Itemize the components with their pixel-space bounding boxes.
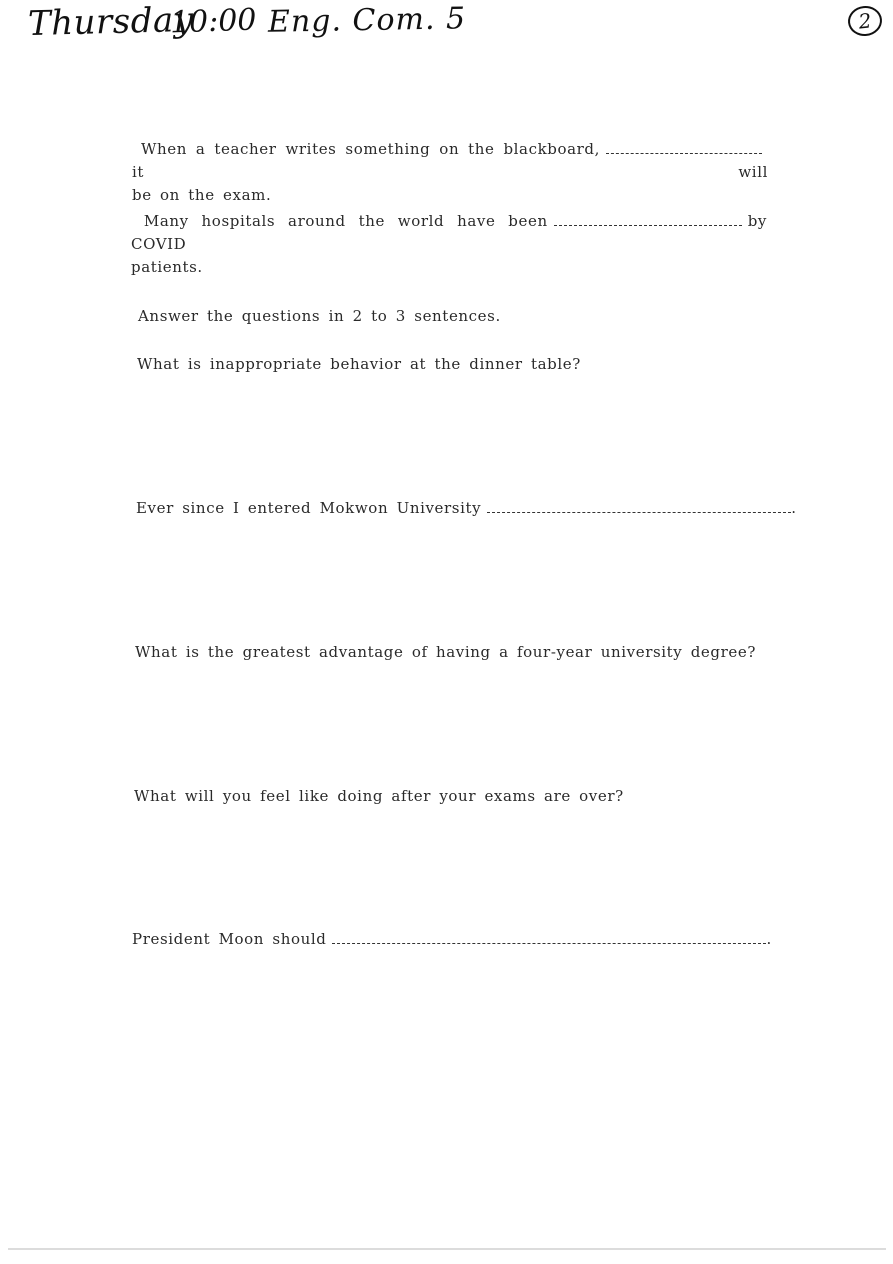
question-2-blank[interactable] [554, 213, 742, 226]
question-1-line-1 [132, 138, 768, 184]
question-2-line-1 [131, 210, 767, 256]
question-7-text: President Moon should [132, 930, 327, 948]
question-1-text-mid: it will [132, 163, 768, 181]
question-7-blank[interactable] [332, 931, 766, 944]
question-4-text: Ever since I entered Mokwon University [136, 499, 482, 517]
handwritten-time: 10:00 [169, 2, 258, 41]
question-4-blank[interactable] [487, 500, 791, 513]
scan-bottom-edge [8, 1248, 886, 1250]
question-5: What is the greatest advantage of having a four-year university degree? [135, 643, 756, 661]
question-6: What will you feel like doing after your exams are over? [134, 787, 624, 805]
question-2-line-2: patients. [131, 258, 203, 276]
question-7 [132, 928, 772, 951]
instruction-text: Answer the questions in 2 to 3 sentences. [138, 307, 501, 325]
circled-page-number: 2 [847, 4, 884, 37]
question-3: What is inappropriate behavior at the dinner table? [137, 355, 581, 373]
handwritten-course: Eng. Com. 5 [267, 1, 467, 40]
question-1-blank[interactable] [606, 141, 762, 154]
question-1-text-start: When a teacher writes something on the blackboard, [140, 140, 600, 158]
handwritten-day: Thursday [27, 0, 194, 45]
question-7-period: . [766, 930, 772, 948]
question-1 [132, 138, 768, 207]
question-4-period: . [791, 499, 797, 517]
question-4 [136, 497, 797, 520]
question-2-text-end: by COVID [131, 212, 767, 253]
question-2-text-start: Many hospitals around the world have been [143, 212, 548, 230]
question-2 [131, 210, 767, 279]
question-1-line-2: be on the exam. [132, 186, 272, 204]
